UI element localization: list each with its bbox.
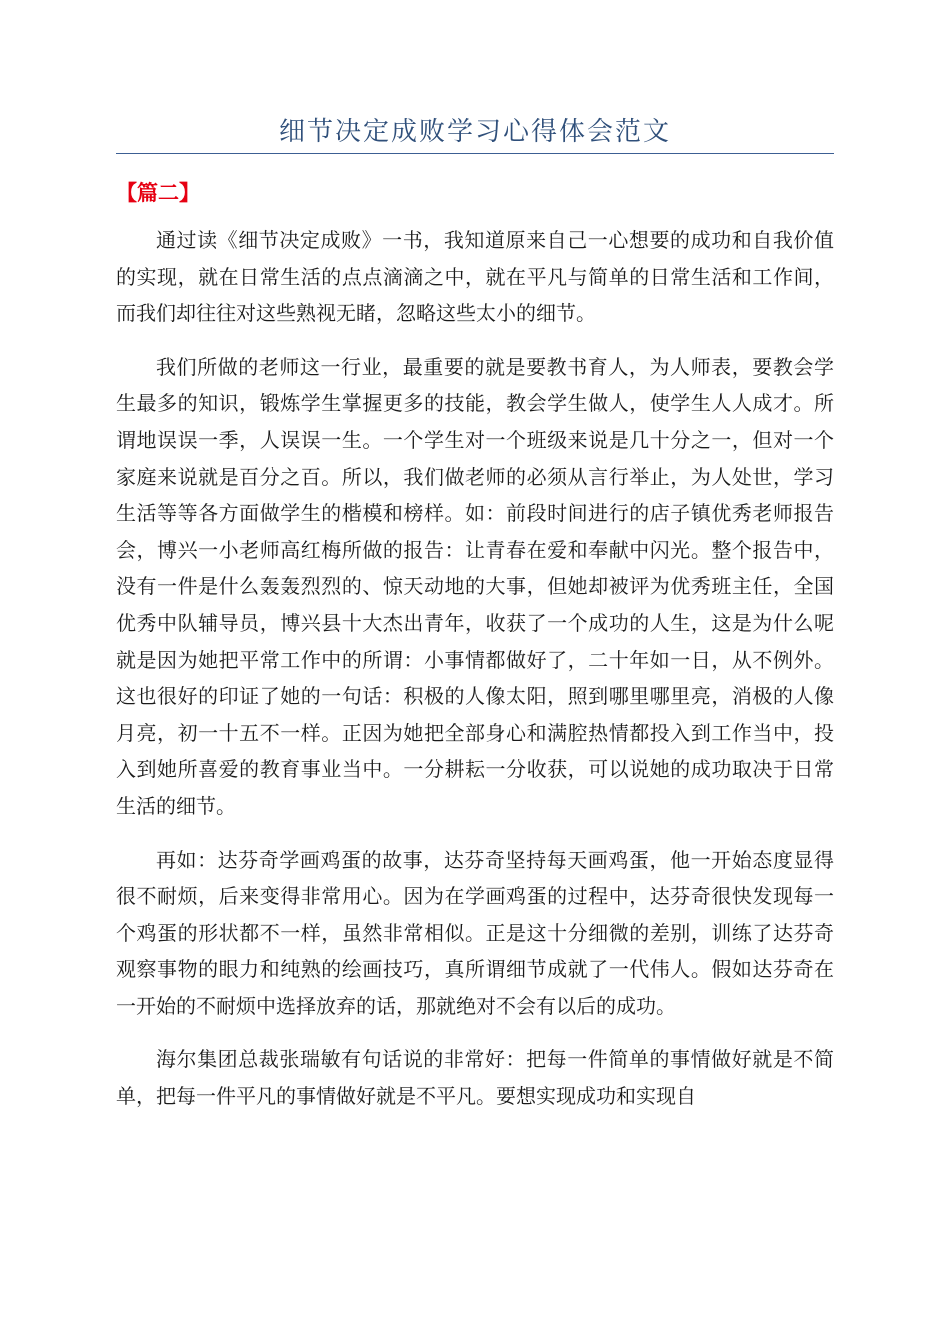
paragraph-2: 我们所做的老师这一行业，最重要的就是要教书育人，为人师表，要教会学生最多的知识，锻炼学生掌握更多的技能，教会学生做人，使学生人人成才。所谓地误误一季，人误误一生。一个学生对一个班级来说是几十分之一，但对一个家庭来说就是百分之百。所以，我们做老师的必须从言行举止，为人处世，学习生活等等各方面做学生的楷模和榜样。如：前段时间进行的店子镇优秀老师报告会，博兴一小老师高红梅所做的报告：让青春在爱和奉献中闪光。整个报告中，没有一件是什么轰轰烈烈的、惊天动地的大事，但她却被评为优秀班主任，全国优秀中队辅导员，博兴县十大杰出青年，收获了一个成功的人生，这是为什么呢就是因为她把平常工作中的所谓：小事情都做好了，二十年如一日，从不例外。这也很好的印证了她的一句话：积极的人像太阳，照到哪里哪里亮，消极的人像月亮，初一十五不一样。正因为她把全部身心和满腔热情都投入到工作当中，投入到她所喜爱的教育事业当中。一分耕耘一分收获，可以说她的成功取决于日常生活的细节。 xyxy=(116,354,834,818)
paragraph-3: 再如：达芬奇学画鸡蛋的故事，达芬奇坚持每天画鸡蛋，他一开始态度显得很不耐烦，后来变得非常用心。因为在学画鸡蛋的过程中，达芬奇很快发现每一个鸡蛋的形状都不一样，虽然非常相似。正是这十分细微的差别，训练了达芬奇观察事物的眼力和纯熟的绘画技巧，真所谓细节成就了一代伟人。假如达芬奇在一开始的不耐烦中选择放弃的话，那就绝对不会有以后的成功。 xyxy=(116,847,834,1018)
paragraph-4: 海尔集团总裁张瑞敏有句话说的非常好：把每一件简单的事情做好就是不简单，把每一件平凡的事情做好就是不平凡。要想实现成功和实现自 xyxy=(116,1047,834,1109)
paragraph-1: 通过读《细节决定成败》一书，我知道原来自己一心想要的成功和自我价值的实现，就在日常生活的点点滴滴之中，就在平凡与简单的日常生活和工作间，而我们却往往对这些熟视无睹，忽略这些太小的细节。 xyxy=(116,228,834,326)
title-underline xyxy=(116,153,834,154)
document-body xyxy=(116,222,834,1132)
section-label: 【篇二】 xyxy=(116,181,200,205)
document-title: 细节决定成败学习心得体会范文 xyxy=(278,117,671,147)
